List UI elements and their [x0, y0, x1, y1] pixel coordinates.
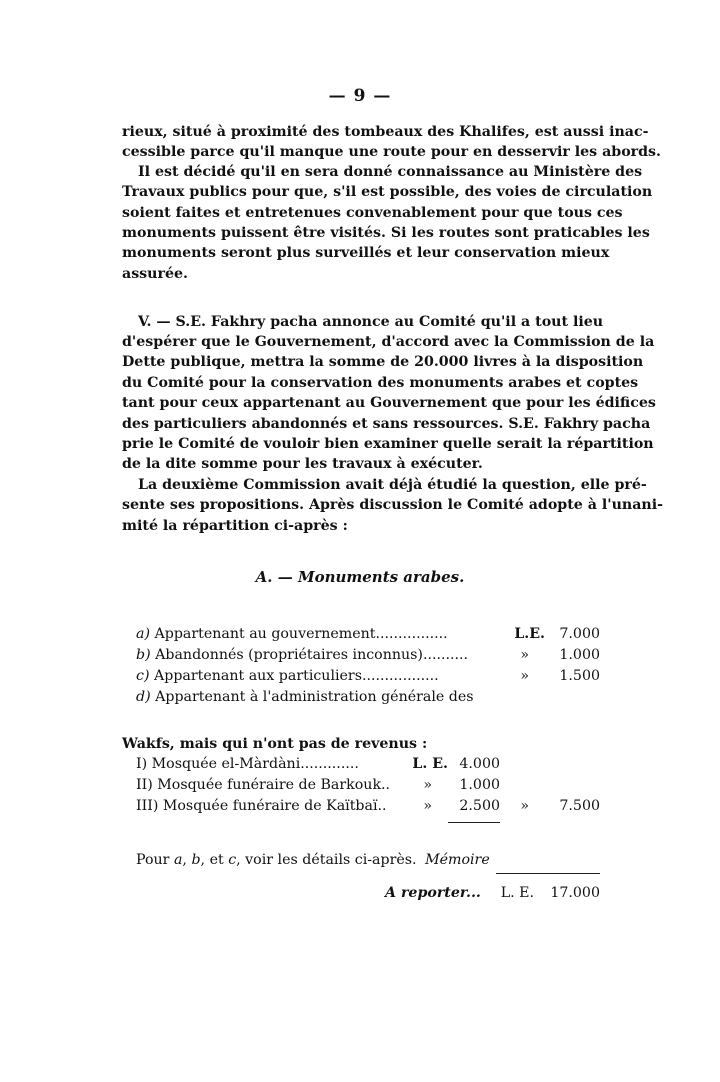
- allocation-letter: b): [136, 647, 151, 663]
- note-mid: , et: [200, 852, 224, 868]
- wakf-amount: 4.000: [459, 756, 500, 772]
- text-line: Dette publique, mettra la somme de 20.000 livres à la disposition: [122, 354, 644, 370]
- allocation-label: Abandonnés (propriétaires inconnus)..........: [155, 647, 469, 663]
- allocation-unit: »: [520, 647, 529, 663]
- text-line: des particuliers abandonnés et sans ressources. S.E. Fakhry pacha: [122, 416, 651, 432]
- allocation-row: [136, 645, 468, 665]
- allocation-letter: d): [136, 689, 151, 705]
- allocation-label: Appartenant au gouvernement................: [154, 626, 448, 642]
- text-line: tant pour ceux appartenant au Gouvernement que pour les édifices: [122, 395, 656, 411]
- allocation-label: Appartenant aux particuliers.................: [154, 668, 439, 684]
- allocation-letter: a): [136, 626, 150, 642]
- note-line: Pour a, b, et c, voir les détails ci-après. Mémoire: [136, 852, 490, 868]
- text-line: mité la répartition ci-après :: [122, 518, 348, 534]
- text-line: rieux, situé à proximité des tombeaux des Khalifes, est aussi inac-: [122, 124, 649, 140]
- wakfs-subtotal-unit: »: [520, 798, 529, 814]
- carry-forward-unit: L. E.: [500, 885, 534, 901]
- text-line: cessible parce qu'il manque une route pour en desservir les abords.: [122, 144, 661, 160]
- allocation-amount: 1.500: [559, 668, 600, 684]
- section-heading: A. — Monuments arabes.: [255, 568, 465, 586]
- wakf-amount: 2.500: [459, 798, 500, 814]
- allocation-amount: 7.000: [559, 626, 600, 642]
- text-line: Il est décidé qu'il en sera donné connaissance au Ministère des: [138, 164, 643, 180]
- text-line: de la dite somme pour les travaux à exécuter.: [122, 456, 483, 472]
- allocation-amount: 1.000: [559, 647, 600, 663]
- text-line: V. — S.E. Fakhry pacha annonce au Comité qu'il a tout lieu: [138, 314, 604, 330]
- note-a: a: [173, 852, 183, 868]
- wakf-unit: L. E.: [412, 756, 448, 772]
- note-prefix: Pour: [136, 852, 170, 868]
- text-line: assurée.: [122, 266, 188, 282]
- text-line: monuments seront plus surveillés et leur conservation mieux: [122, 245, 610, 261]
- text-line: La deuxième Commission avait déjà étudié la question, elle pré-: [138, 477, 647, 493]
- note-suffix: , voir les détails ci-après.: [236, 852, 417, 868]
- allocation-row: [136, 687, 474, 707]
- subtotal-rule: [448, 822, 500, 823]
- allocation-unit: »: [520, 668, 529, 684]
- allocation-letter: c): [136, 668, 150, 684]
- allocation-unit: L.E.: [514, 626, 545, 642]
- text-line: d'espérer que le Gouvernement, d'accord avec la Commission de la: [122, 334, 655, 350]
- wakfs-subtotal: 7.500: [559, 798, 600, 814]
- text-line: soient faites et entretenues convenablement pour que tous ces: [122, 205, 623, 221]
- carry-forward-label: A reporter...: [385, 885, 481, 901]
- wakf-unit: »: [423, 777, 432, 793]
- text-line: prie le Comité de vouloir bien examiner quelle serait la répartition: [122, 436, 654, 452]
- note-c: c: [228, 852, 237, 868]
- allocation-row: [136, 666, 439, 686]
- page-number: — 9 —: [328, 86, 392, 106]
- carry-forward-amount: 17.000: [550, 885, 600, 901]
- text-line: monuments puissent être visités. Si les routes sont praticables les: [122, 225, 650, 241]
- allocation-label: Appartenant à l'administration générale des: [155, 689, 474, 705]
- total-rule: [496, 873, 600, 874]
- text-line: du Comité pour la conservation des monuments arabes et coptes: [122, 375, 639, 391]
- wakfs-intro: Wakfs, mais qui n'ont pas de revenus :: [122, 736, 428, 752]
- allocation-row: [136, 624, 448, 644]
- text-line: sente ses propositions. Après discussion le Comité adopte à l'unani-: [122, 497, 664, 513]
- text-line: Travaux publics pour que, s'il est possible, des voies de circulation: [122, 184, 653, 200]
- wakf-label: III) Mosquée funéraire de Kaïtbaï..: [136, 798, 387, 814]
- note-memoire: Mémoire: [425, 852, 490, 868]
- note-b: b: [191, 852, 201, 868]
- wakf-amount: 1.000: [459, 777, 500, 793]
- wakf-label: II) Mosquée funéraire de Barkouk..: [136, 777, 391, 793]
- wakf-unit: »: [423, 798, 432, 814]
- wakf-label: I) Mosquée el-Màrdàni.............: [136, 756, 359, 772]
